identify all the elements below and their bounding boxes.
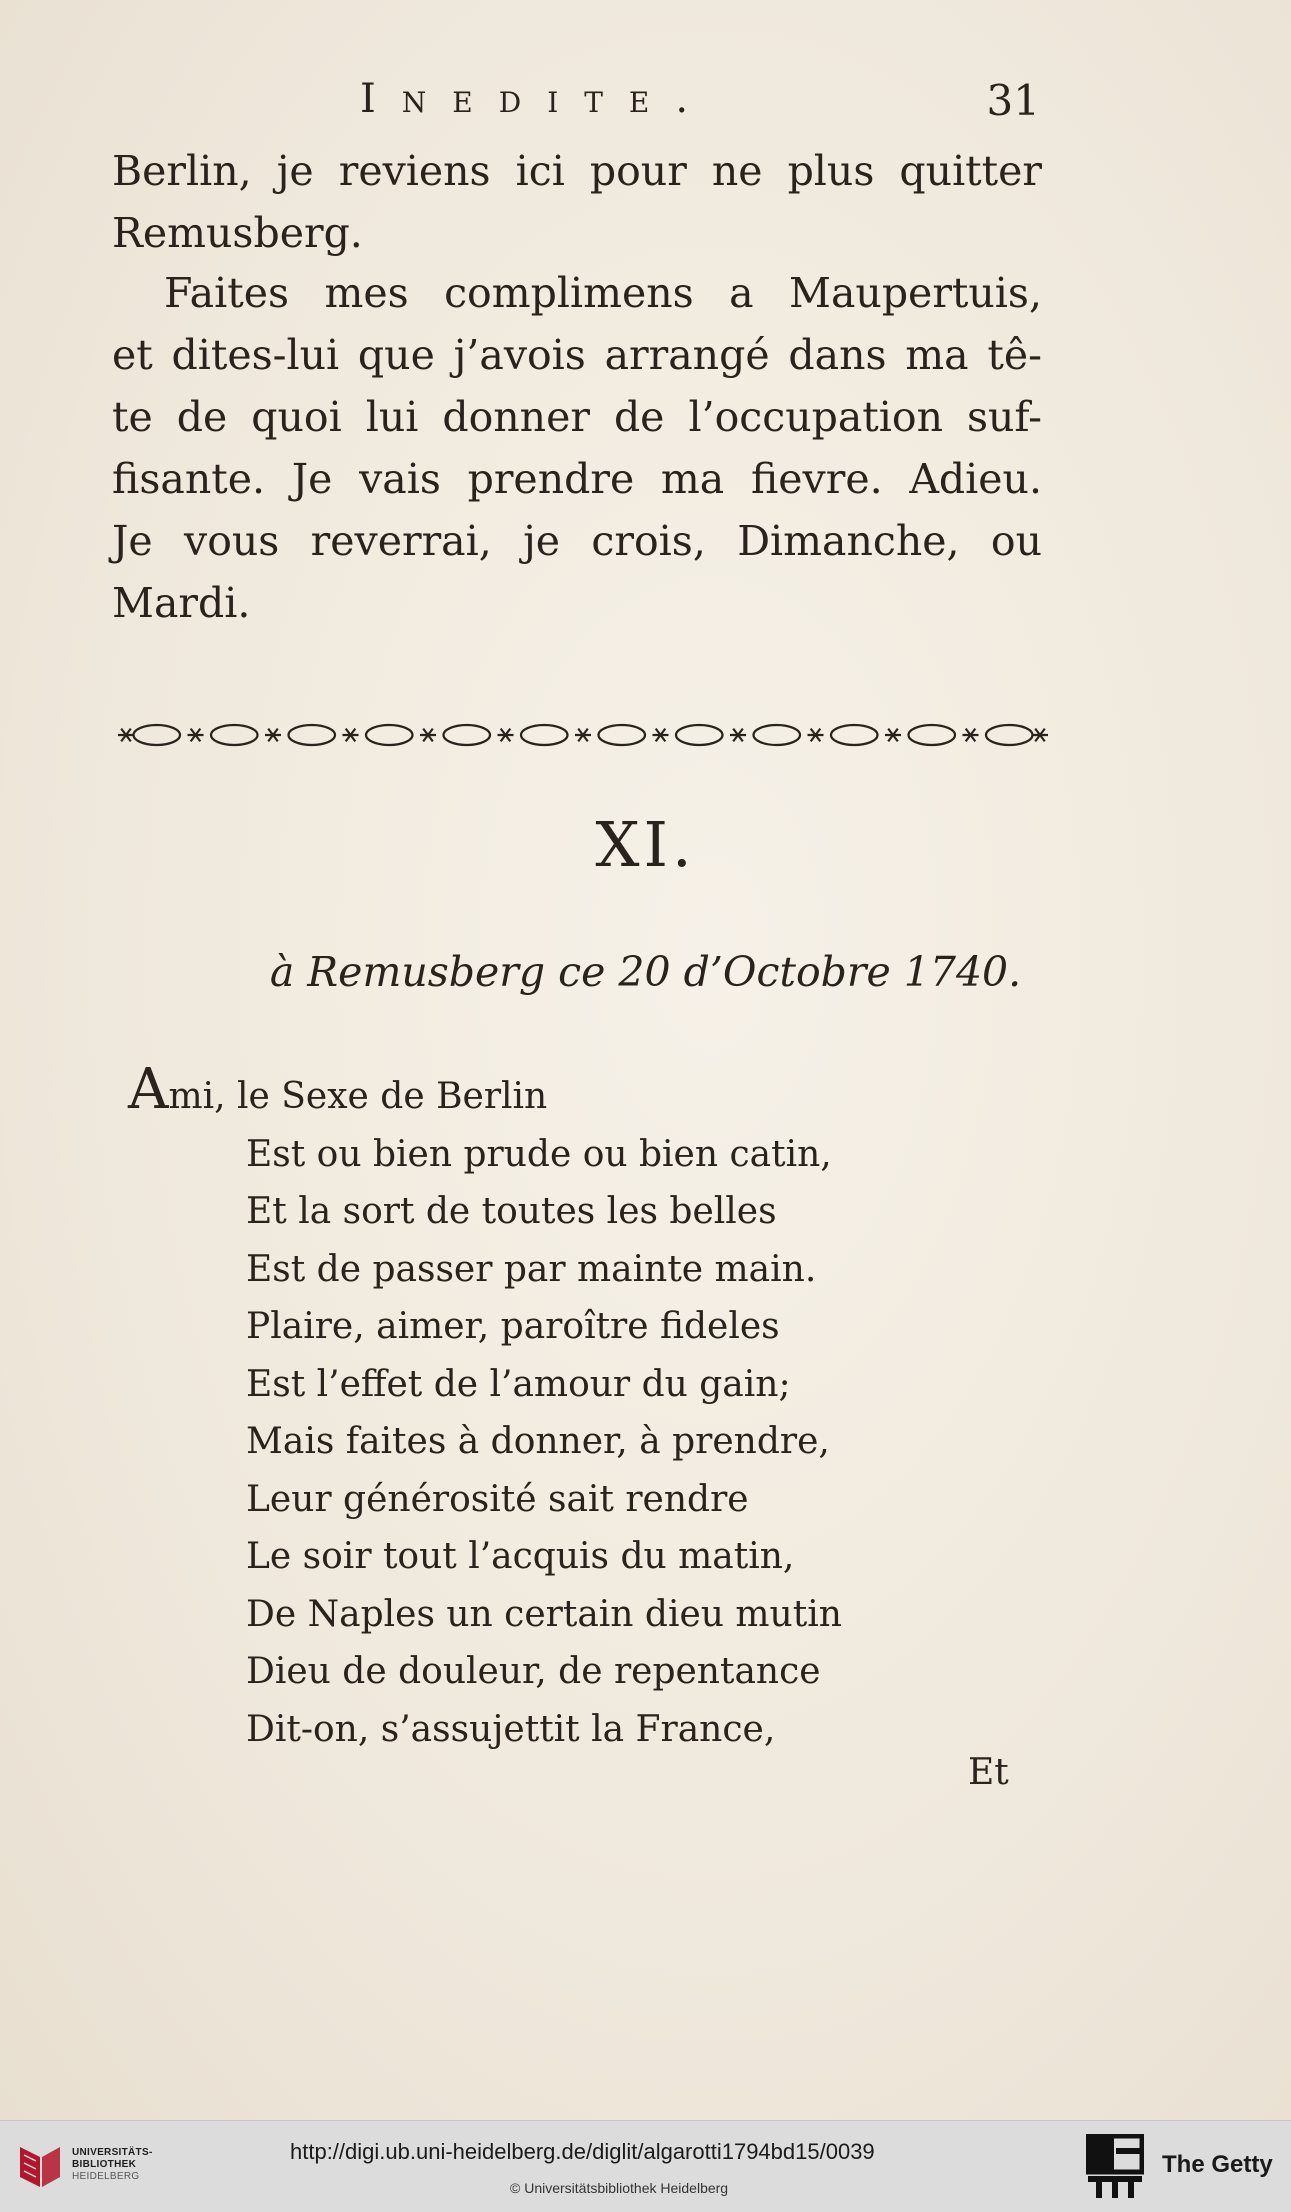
poem-line: Est de passer par mainte main. <box>246 1248 817 1290</box>
poem-line: De Naples un certain dieu mutin <box>246 1593 842 1635</box>
getty-logo-icon[interactable] <box>1086 2134 1144 2200</box>
ornament-star <box>808 729 824 742</box>
ornament-oval <box>986 725 1033 745</box>
ornament-oval <box>599 725 646 745</box>
poem-line: Est l’effet de l’amour du gain; <box>246 1363 791 1405</box>
poem-line <box>128 1057 1068 1126</box>
ub-logo-text <box>72 2147 153 2183</box>
ornament-oval <box>909 725 956 745</box>
text-line: et dites-lui que j’avois arrangé dans ma tê- <box>112 331 1042 379</box>
ornament-star <box>885 729 901 742</box>
ub-logo-line: UNIVERSITÄTS- <box>72 2147 153 2158</box>
ub-logo-icon <box>14 2141 66 2193</box>
running-head <box>360 76 1040 136</box>
ornament-star <box>420 729 436 742</box>
text-line: Mardi. <box>112 579 251 627</box>
poem-line: Plaire, aimer, paroître fideles <box>246 1306 780 1347</box>
section-number: XI. <box>595 808 696 881</box>
text-line: Remusberg. <box>112 209 363 257</box>
poem-line: Dit-on, s’assujettit la France, <box>246 1708 776 1750</box>
ornament-star <box>1032 729 1048 742</box>
ornament-rule-graphic <box>118 710 1048 760</box>
ub-logo-line: BIBLIOTHEK <box>72 2159 137 2170</box>
text-line: te de quoi lui donner de l’occupation suf- <box>112 393 1042 441</box>
ornament-star <box>575 729 591 742</box>
ornament-oval <box>444 725 491 745</box>
initial-letter: A <box>128 1057 169 1122</box>
poem-line: Mais faites à donner, à prendre, <box>246 1421 830 1462</box>
poem-line-text: mi, le Sexe de Berlin <box>168 1076 548 1117</box>
permalink-url[interactable]: http://digi.ub.uni-heidelberg.de/diglit/algarotti1794bd15/0039 <box>290 2139 875 2164</box>
poem-line: Le soir tout l’acquis du matin, <box>246 1536 795 1577</box>
ornament-star <box>498 729 514 742</box>
ornament-oval <box>366 725 413 745</box>
poem <box>128 1057 1068 1758</box>
ub-heidelberg-logo[interactable] <box>14 2141 164 2193</box>
ornament-star <box>265 729 281 742</box>
text-line: Je vous reverrai, je crois, Dimanche, ou <box>112 517 1042 565</box>
paragraph-1 <box>112 140 1042 264</box>
ornament-rule <box>118 710 1048 760</box>
ornament-oval <box>521 725 568 745</box>
ornament-star <box>653 729 669 742</box>
paragraph-2 <box>112 262 1042 634</box>
ub-logo-line: HEIDELBERG <box>72 2171 140 2182</box>
text-line: Faites mes complimens a Maupertuis, <box>164 269 1042 317</box>
ornament-star <box>118 729 134 742</box>
poem-line: Leur générosité sait rendre <box>246 1478 749 1520</box>
ornament-star <box>963 729 979 742</box>
poem-line: Est ou bien prude ou bien catin, <box>246 1133 832 1175</box>
ornament-oval <box>289 725 336 745</box>
ornament-oval <box>831 725 878 745</box>
catchword: Et <box>968 1752 1009 1793</box>
ornament-oval <box>676 725 723 745</box>
dateline: à Remusberg ce 20 d’Octobre 1740. <box>269 948 1022 996</box>
copyright-notice: © Universitätsbibliothek Heidelberg <box>510 2180 729 2196</box>
poem-line: Et la sort de toutes les belles <box>246 1191 777 1232</box>
running-head-title: Inedite. <box>360 76 715 122</box>
text-line: Berlin, je reviens ici pour ne plus quitter <box>112 147 1042 195</box>
ornament-star <box>188 729 204 742</box>
ornament-oval <box>754 725 801 745</box>
ornament-star <box>343 729 359 742</box>
footer-bar <box>0 2120 1291 2212</box>
page-number: 31 <box>986 76 1040 125</box>
getty-label[interactable]: The Getty <box>1162 2151 1273 2178</box>
text-line: fisante. Je vais prendre ma fievre. Adieu. <box>112 455 1042 503</box>
ornament-oval <box>211 725 258 745</box>
poem-line: Dieu de douleur, de repentance <box>246 1651 821 1692</box>
ornament-oval <box>134 725 181 745</box>
ornament-star <box>730 729 746 742</box>
